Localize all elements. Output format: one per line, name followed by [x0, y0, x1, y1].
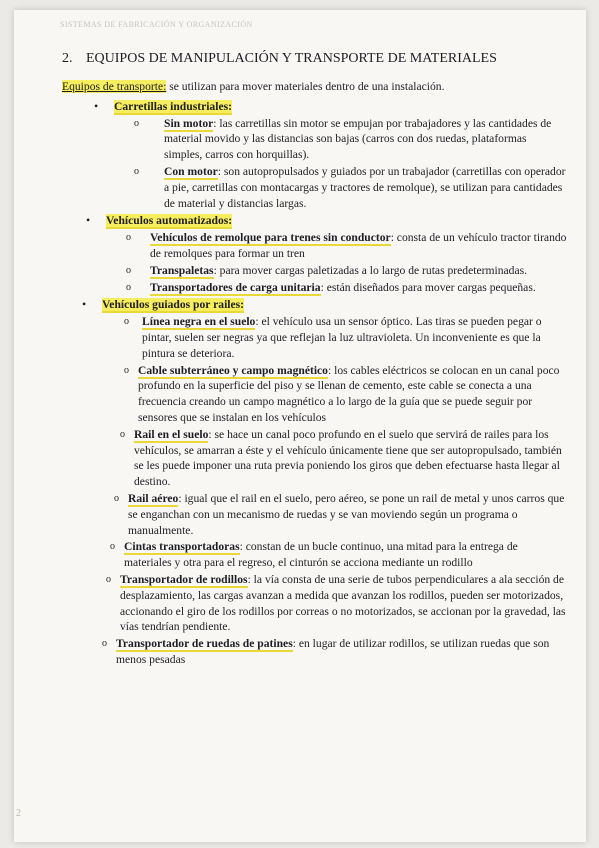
list-item [126, 263, 567, 279]
item-term: Sin motor [164, 116, 214, 130]
list-item [126, 230, 567, 262]
circle-bullet-icon: o [126, 232, 131, 244]
item-text: : en lugar de utilizar rodillos, se utilizan ruedas que son menos pesadas [116, 637, 550, 666]
category-label: Carretillas industriales: [114, 99, 232, 113]
category-label: Vehículos guiados por railes: [102, 298, 245, 312]
circle-bullet-icon: o [114, 492, 119, 504]
list-item [124, 363, 567, 426]
item-term: Línea negra en el suelo [142, 315, 256, 329]
item-term: Transportador de ruedas de patines [116, 637, 293, 651]
circle-bullet-icon: o [126, 264, 131, 276]
list-item [134, 116, 567, 163]
circle-bullet-icon: o [124, 316, 129, 328]
intro-paragraph [62, 79, 567, 95]
item-term: Cintas transportadoras [124, 540, 240, 554]
bullet-icon: • [86, 213, 91, 228]
section-title [62, 50, 567, 67]
item-term: Transportadores de carga unitaria [150, 280, 321, 294]
page-number: 2 [16, 808, 21, 819]
item-text: : igual que el rail en el suelo, pero aéreo, se pone un rail de metal y unos carros que se enganchan con un mecanismo de ruedas y se van moviendo según un programa o manualmente. [128, 491, 565, 537]
item-term: Con motor [164, 164, 218, 178]
bullet-icon: • [82, 297, 87, 312]
list-item [106, 572, 567, 635]
item-term: Cable subterráneo y campo magnético [138, 363, 328, 377]
item-text: : son autopropulsados y guiados por un trabajador (carretillas con operador a pie, carretillas con montacargas y tractores de remolque), se utilizan para cantidades de material y distancias largas. [164, 164, 566, 210]
list-item [120, 427, 567, 490]
category-carretillas [62, 99, 567, 212]
circle-bullet-icon: o [134, 117, 139, 129]
category-automatizados [62, 213, 567, 295]
circle-bullet-icon: o [134, 165, 139, 177]
circle-bullet-icon: o [102, 638, 107, 650]
list-item [134, 164, 567, 211]
list-item [126, 280, 567, 296]
item-text: : están diseñados para mover cargas pequeñas. [320, 280, 536, 294]
intro-term: Equipos de transporte: [62, 80, 167, 93]
item-text: : para mover cargas paletizadas a lo largo de rutas predeterminadas. [213, 263, 527, 277]
item-text: : los cables eléctricos se colocan en un canal poco profundo en la superficie del piso y se llenan de cemento, este cable se conecta a una frecuencia creando un campo magnético a lo largo de la guía que se puede seguir por sensores que se instalan en los vehículos [138, 363, 560, 424]
list-item [124, 314, 567, 361]
category-railes [62, 297, 567, 667]
item-text: : la vía consta de una serie de tubos perpendiculares a ala sección de desplazamiento, las cargas avanzan a medida que avanzan los rodillos, pueden ser motorizados, accionando el giro de los rodillos por correas o no motorizados, se accionan por la gravedad, las vías tendrían pendiente. [120, 572, 566, 634]
circle-bullet-icon: o [124, 364, 129, 376]
item-term: Rail en el suelo [134, 427, 209, 441]
list-item [102, 636, 567, 668]
list-item [110, 539, 567, 571]
list-item [114, 491, 567, 538]
running-header: SISTEMAS DE FABRICACIÓN Y ORGANIZACIÓN [60, 20, 253, 29]
bullet-icon: • [94, 98, 99, 113]
circle-bullet-icon: o [120, 428, 125, 440]
item-text: : constan de un bucle continuo, una mitad para la entrega de materiales y otra para el regreso, el cinturón se acciona mediante un rodillo [124, 540, 518, 570]
circle-bullet-icon: o [110, 541, 115, 553]
section-number: 2. [62, 51, 73, 66]
item-term: Transpaletas [150, 263, 214, 277]
category-label: Vehículos automatizados: [106, 214, 233, 228]
circle-bullet-icon: o [126, 281, 131, 293]
item-text: : consta de un vehículo tractor tirando de remolques para formar un tren [150, 231, 567, 260]
item-text: : las carretillas sin motor se empujan por trabajadores y las cantidades de material movido y las distancias son bajas (carros con dos ruedas, plataformas simples, carros con horquillas). [164, 116, 552, 162]
document-page [14, 10, 586, 842]
item-term: Rail aéreo [128, 491, 179, 505]
item-term: Vehículos de remolque para trenes sin conductor [150, 231, 391, 245]
item-text: : se hace un canal poco profundo en el suelo que servirá de railes para los vehículos, se amarran a éste y el vehículo únicamente tiene que ser autopropulsado, también se les puede imponer una ruta previa poniendo los giros que deben efectuarse hasta llegar al destino. [134, 427, 562, 489]
document-body [62, 50, 567, 669]
intro-text: se utilizan para mover materiales dentro de una instalación. [166, 80, 445, 93]
circle-bullet-icon: o [106, 573, 111, 585]
item-term: Transportador de rodillos [120, 572, 248, 586]
section-title-text: EQUIPOS DE MANIPULACIÓN Y TRANSPORTE DE MATERIALES [86, 51, 497, 66]
item-text: : el vehículo usa un sensor óptico. Las tiras se pueden pegar o pintar, suelen ser negras ya que reflejan la luz ultravioleta. Un inconveniente es que la pintura se deteriora. [142, 315, 542, 360]
